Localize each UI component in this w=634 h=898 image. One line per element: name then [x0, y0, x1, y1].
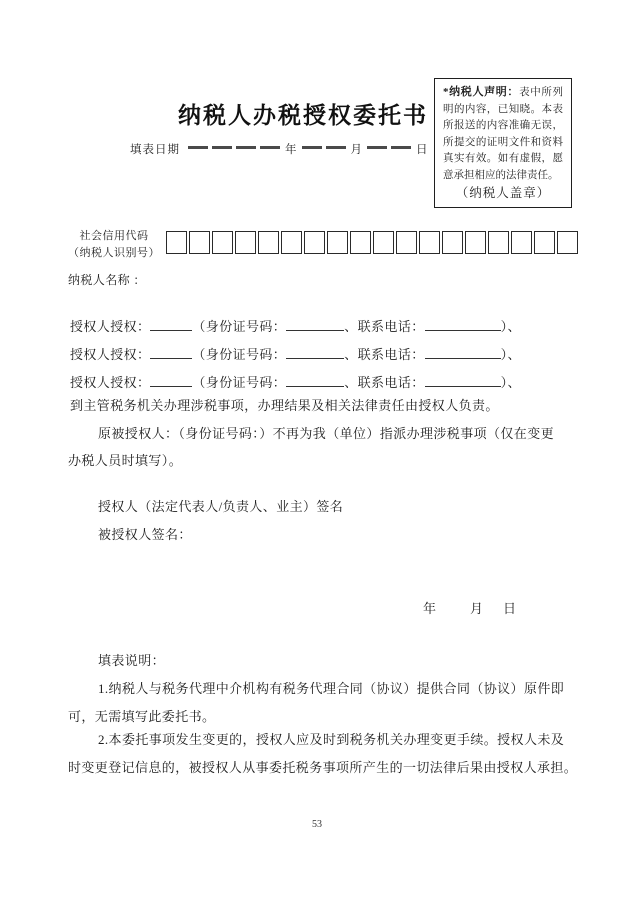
code-box	[419, 231, 440, 254]
authorization-row	[70, 372, 521, 391]
phone-label: 、联系电话：	[344, 319, 425, 334]
instruction-item1-line1: 1.纳税人与税务代理中介机构有税务代理合同（协议）提供合同（协议）原件即	[98, 681, 565, 696]
credit-code-label-line2: （纳税人识别号）	[68, 247, 160, 259]
authorization-footer: 到主管税务机关办理涉税事项，办理结果及相关法律责任由授权人负责。	[70, 398, 499, 413]
fill-date-year-label: 年	[285, 144, 297, 156]
page-number: 53	[312, 819, 322, 830]
authorizer-label: 授权人授权：	[70, 375, 151, 390]
fill-date-row	[130, 141, 431, 157]
fill-date-year-blank	[186, 144, 282, 156]
instructions-title: 填表说明：	[98, 653, 166, 668]
authorizer-label: 授权人授权：	[70, 319, 151, 334]
credit-code-boxes	[166, 231, 578, 254]
code-box	[281, 231, 302, 254]
instruction-item2-line2: 时变更登记信息的，被授权人从事委托税务事项所产生的一切法律后果由授权人承担。	[68, 760, 578, 775]
credit-code-label	[60, 228, 168, 262]
id-number-blank	[286, 374, 344, 387]
authorized-signature-label: 被授权人签名：	[98, 527, 192, 542]
revocation-line2: 办税人员时填写）。	[68, 453, 183, 468]
fill-date-month-label: 月	[350, 144, 362, 156]
signature-date-row	[423, 598, 516, 617]
sign-year-label: 年	[423, 601, 437, 616]
taxpayer-stamp-label: （纳税人盖章）	[455, 186, 551, 200]
credit-code-label-line1: 社会信用代码	[79, 230, 149, 242]
instruction-item1-line2: 可，无需填写此委托书。	[68, 709, 216, 724]
sign-month-label: 月	[470, 601, 484, 616]
code-box	[166, 231, 187, 254]
taxpayer-name-label: 纳税人名称 ：	[68, 273, 146, 287]
code-box	[350, 231, 371, 254]
id-number-label: （身份证号码：	[192, 319, 287, 334]
declaration-body: 表中所列明的内容，已知晓。本表所报送的内容准确无误，所提交的证明文件和资料真实有效。如有虚假，愿意承担相应的法律责任。	[443, 87, 564, 181]
code-box	[488, 231, 509, 254]
row-suffix: ）、	[500, 347, 521, 362]
fill-date-day-label: 日	[416, 144, 428, 156]
code-box	[258, 231, 279, 254]
code-box	[304, 231, 325, 254]
authorizer-name-blank	[150, 346, 192, 359]
authorization-row	[70, 344, 521, 363]
code-box	[465, 231, 486, 254]
code-box	[396, 231, 417, 254]
id-number-blank	[286, 318, 344, 331]
code-box	[235, 231, 256, 254]
fill-date-label: 填表日期	[130, 144, 180, 156]
phone-label: 、联系电话：	[344, 375, 425, 390]
page-title: 纳税人办税授权委托书	[178, 103, 428, 128]
code-box	[189, 231, 210, 254]
authorization-row	[70, 316, 521, 335]
declaration-label: *纳税人声明：	[443, 86, 520, 98]
authorizer-label: 授权人授权：	[70, 347, 151, 362]
code-box	[373, 231, 394, 254]
id-number-blank	[286, 346, 344, 359]
row-suffix: ）、	[500, 319, 521, 334]
taxpayer-declaration-box	[434, 78, 572, 208]
row-suffix: ）、	[500, 375, 521, 390]
phone-blank	[425, 374, 501, 387]
revocation-line1: 原被授权人：（身份证号码：）不再为我（单位）指派办理涉税事项（仅在变更	[98, 426, 555, 441]
code-box	[442, 231, 463, 254]
instruction-item2-line1: 2.本委托事项发生变更的，授权人应及时到税务机关办理变更手续。授权人未及	[98, 732, 565, 747]
code-box	[327, 231, 348, 254]
id-number-label: （身份证号码：	[192, 347, 287, 362]
authorizer-signature-label: 授权人（法定代表人/负责人、业主）签名	[98, 499, 344, 514]
phone-label: 、联系电话：	[344, 347, 425, 362]
code-box	[511, 231, 532, 254]
phone-blank	[425, 346, 501, 359]
id-number-label: （身份证号码：	[192, 375, 287, 390]
sign-day-label: 日	[503, 601, 517, 616]
authorizer-name-blank	[150, 374, 192, 387]
phone-blank	[425, 318, 501, 331]
code-box	[212, 231, 233, 254]
fill-date-day-blank	[365, 144, 413, 156]
authorizer-name-blank	[150, 318, 192, 331]
fill-date-month-blank	[300, 144, 348, 156]
declaration-text	[443, 84, 563, 184]
code-box	[534, 231, 555, 254]
code-box	[557, 231, 578, 254]
